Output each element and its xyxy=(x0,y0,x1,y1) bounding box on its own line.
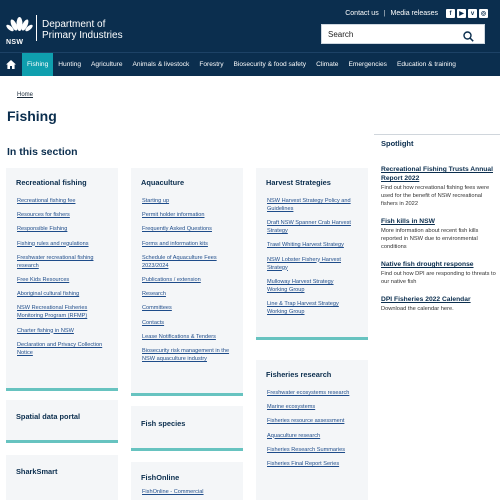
department-line-2: Primary Industries xyxy=(42,30,123,41)
link-responsible-fishing[interactable]: Responsible Fishing xyxy=(17,226,68,233)
spotlight-heading: Spotlight xyxy=(381,139,414,148)
department-name[interactable] xyxy=(42,19,123,41)
instagram-icon[interactable]: ◎ xyxy=(480,11,487,17)
link-biosecurity-risk[interactable]: Biosecurity risk management in the NSW aquaculture industry xyxy=(142,347,230,362)
link-publications[interactable]: Publications / extension xyxy=(142,276,201,283)
link-final-report-series[interactable]: Fisheries Final Report Series xyxy=(267,460,340,467)
link-resources-for-fishers[interactable]: Resources for fishers xyxy=(17,212,70,219)
youtube-icon[interactable]: ▶ xyxy=(457,9,466,18)
vimeo-icon[interactable]: v xyxy=(468,9,477,18)
link-aquaculture-research[interactable]: Aquaculture research xyxy=(267,432,321,439)
link-faq[interactable]: Frequently Asked Questions xyxy=(142,226,212,233)
link-starting-up[interactable]: Starting up xyxy=(142,198,170,204)
link-marine-ecosystems[interactable]: Marine ecosystems xyxy=(267,404,316,411)
nav-item-climate[interactable]: Climate xyxy=(316,61,339,68)
section-title: In this section xyxy=(7,146,78,158)
spotlight-item-title[interactable]: Recreational Fishing Trusts Annual Report 2022 xyxy=(381,166,493,182)
link-declaration-privacy[interactable]: Declaration and Privacy Collection Notice xyxy=(17,341,103,356)
home-icon[interactable] xyxy=(0,53,22,76)
spotlight-item-title[interactable]: DPI Fisheries 2022 Calendar xyxy=(381,296,471,303)
card-aquaculture xyxy=(131,168,243,396)
card-fish-species[interactable] xyxy=(131,406,243,451)
link-harvest-policy[interactable]: NSW Harvest Strategy Policy and Guidelines xyxy=(267,198,351,212)
link-spanner-crab[interactable]: Draft NSW Spanner Crab Harvest Strategy xyxy=(267,220,351,235)
link-fishonline-commercial[interactable]: FishOnline - Commercial xyxy=(142,489,204,495)
waratah-icon xyxy=(6,13,33,40)
link-contacts[interactable]: Contacts xyxy=(142,319,165,326)
nav-item-biosecurity[interactable]: Biosecurity & food safety xyxy=(233,61,307,68)
search-input[interactable] xyxy=(322,30,462,39)
facebook-icon[interactable]: f xyxy=(446,9,455,18)
link-research-summaries[interactable]: Fisheries Research Summaries xyxy=(267,446,346,453)
card-title: SharkSmart xyxy=(16,467,58,476)
spotlight-item xyxy=(381,217,499,251)
main-navigation xyxy=(0,52,500,76)
page-title: Fishing xyxy=(7,108,57,124)
search-icon[interactable] xyxy=(463,29,474,47)
nav-item-education[interactable]: Education & training xyxy=(396,61,456,68)
nav-item-agriculture[interactable]: Agriculture xyxy=(91,61,123,68)
utility-links xyxy=(345,9,488,18)
link-resource-assessment[interactable]: Fisheries resource assessment xyxy=(267,418,345,425)
nav-item-emergencies[interactable]: Emergencies xyxy=(348,61,387,68)
link-mulloway[interactable]: Mulloway Harvest Strategy Working Group xyxy=(267,278,334,293)
card-title: Aquaculture xyxy=(141,178,185,187)
search-box xyxy=(321,24,485,44)
link-charter-fishing[interactable]: Charter fishing in NSW xyxy=(17,327,74,334)
contact-us-link[interactable]: Contact us xyxy=(345,10,379,17)
spotlight-item-text: More information about recent fish kills reported in NSW due to environmental conditions xyxy=(381,228,479,250)
spotlight-item xyxy=(381,295,499,313)
card-harvest-strategies xyxy=(256,168,368,340)
link-line-trap[interactable]: Line & Trap Harvest Strategy Working Group xyxy=(267,300,339,315)
nav-item-hunting[interactable]: Hunting xyxy=(58,61,81,68)
link-fishing-rules[interactable]: Fishing rules and regulations xyxy=(17,240,89,247)
spotlight-item-title[interactable]: Native fish drought response xyxy=(381,261,474,268)
site-header xyxy=(0,0,500,52)
link-rfmp[interactable]: NSW Recreational Fisheries Monitoring Program (RFMP) xyxy=(17,305,88,320)
nsw-government-logo[interactable] xyxy=(6,13,33,40)
link-freshwater-ecosystems[interactable]: Freshwater ecosystems research xyxy=(267,390,350,396)
spotlight-item-text: Find out how DPI are responding to threats to our native fish xyxy=(381,271,496,285)
link-aboriginal-fishing[interactable]: Aboriginal cultural fishing xyxy=(17,291,80,298)
card-title: Fish species xyxy=(141,419,186,428)
link-forms-kits[interactable]: Forms and information kits xyxy=(142,240,208,247)
link-free-kids-resources[interactable]: Free Kids Resources xyxy=(17,276,70,283)
spotlight-item xyxy=(381,260,499,286)
nav-item-fishing[interactable]: Fishing xyxy=(22,53,53,76)
breadcrumb-home[interactable]: Home xyxy=(17,92,34,98)
social-links xyxy=(446,9,488,18)
media-releases-link[interactable]: Media releases xyxy=(390,10,438,17)
card-title: FishOnline xyxy=(141,473,180,482)
link-research[interactable]: Research xyxy=(142,291,166,298)
card-sharksmart[interactable] xyxy=(6,455,118,500)
card-fishonline xyxy=(131,462,243,500)
spotlight-panel xyxy=(374,134,500,322)
spotlight-item xyxy=(381,165,499,208)
spotlight-item-title[interactable]: Fish kills in NSW xyxy=(381,218,435,225)
card-spatial-data-portal[interactable] xyxy=(6,400,118,443)
logo-divider xyxy=(36,15,37,41)
card-fisheries-research xyxy=(256,360,368,500)
department-line-1: Department of xyxy=(42,19,106,30)
link-permit-holder[interactable]: Permit holder information xyxy=(142,212,205,219)
card-recreational-fishing xyxy=(6,168,118,391)
utility-separator: | xyxy=(383,10,386,17)
link-trawl-whiting[interactable]: Trawl Whiting Harvest Strategy xyxy=(267,242,344,249)
link-lease-notifications[interactable]: Lease Notifications & Tenders xyxy=(142,333,216,340)
spotlight-item-text: Download the calendar here. xyxy=(381,306,454,312)
link-lobster-fishery[interactable]: NSW Lobster Fishery Harvest Strategy xyxy=(267,256,341,271)
nav-item-animals-livestock[interactable]: Animals & livestock xyxy=(132,61,190,68)
spotlight-item-text: Find out how recreational fishing fees were used for the benefit of NSW recreational fishers in 2022 xyxy=(381,185,490,207)
card-title: Spatial data portal xyxy=(16,412,81,421)
card-title: Harvest Strategies xyxy=(266,178,331,187)
link-recreational-fishing-fee[interactable]: Recreational fishing fee xyxy=(17,198,76,204)
card-title: Fisheries research xyxy=(266,370,332,379)
card-title: Recreational fishing xyxy=(16,178,87,187)
link-committees[interactable]: Committees xyxy=(142,305,172,312)
nav-item-forestry[interactable]: Forestry xyxy=(199,61,224,68)
link-schedule-fees[interactable]: Schedule of Aquaculture Fees 2023/2024 xyxy=(142,254,217,269)
link-freshwater-research[interactable]: Freshwater recreational fishing research xyxy=(17,254,94,269)
logo-text: NSW xyxy=(6,39,24,46)
